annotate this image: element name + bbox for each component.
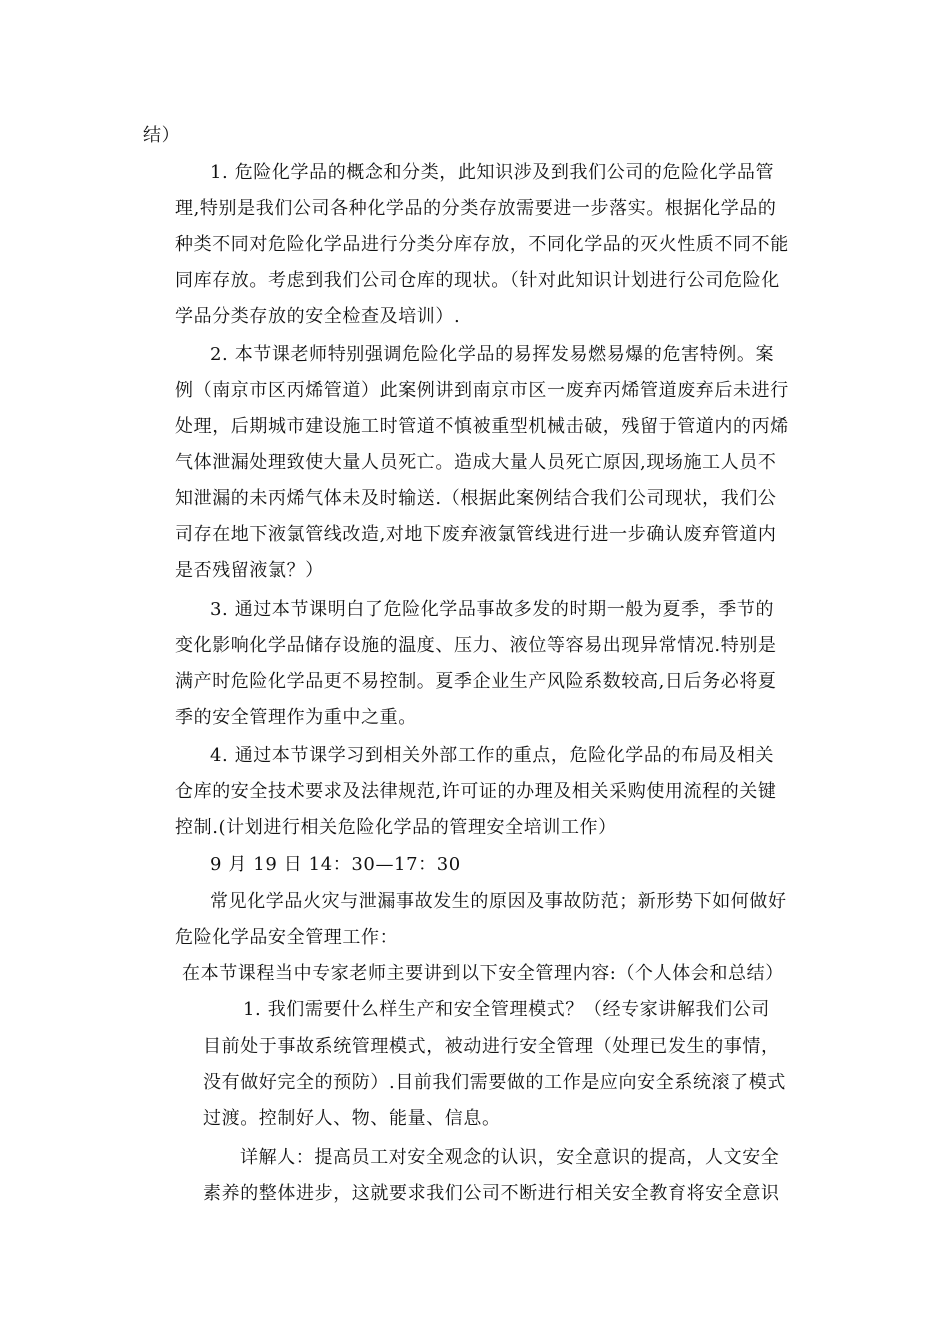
detail-paragraph: 详解人：提高员工对安全观念的认识，安全意识的提高，人文安全 xyxy=(240,1147,780,1168)
text-line: 处理，后期城市建设施工时管道不慎被重型机械击破，残留于管道内的丙烯 xyxy=(175,416,789,437)
text-line: 危险化学品安全管理工作： xyxy=(175,927,399,948)
text-line: 目前处于事故系统管理模式，被动进行安全管理（处理已发生的事情， xyxy=(203,1036,780,1057)
section-intro: 在本节课程当中专家老师主要讲到以下安全管理内容:（个人体会和总结） xyxy=(182,963,784,984)
text-line: 仓库的安全技术要求及法律规范,许可证的办理及相关采购使用流程的关键 xyxy=(175,781,777,802)
text-line: 季的安全管理作为重中之重。 xyxy=(175,707,417,728)
text-line: 知泄漏的未丙烯气体未及时输送.（根据此案例结合我们公司现状，我们公 xyxy=(175,488,777,509)
text-line: 种类不同对危险化学品进行分类分库存放，不同化学品的灭火性质不同不能 xyxy=(175,234,789,255)
text-line: 学品分类存放的安全检查及培训）. xyxy=(175,306,461,327)
numbered-item-1: 1. 危险化学品的概念和分类，此知识涉及到我们公司的危险化学品管 xyxy=(210,162,775,183)
text-line: 司存在地下液氯管线改造,对地下废弃液氯管线进行进一步确认废弃管道内 xyxy=(175,524,777,545)
session-topic: 常见化学品火灾与泄漏事故发生的原因及事故防范；新形势下如何做好 xyxy=(210,891,787,912)
text-line: 理,特别是我们公司各种化学品的分类存放需要进一步落实。根据化学品的 xyxy=(175,198,777,219)
text-line: 满产时危险化学品更不易控制。夏季企业生产风险系数较高,日后务必将夏 xyxy=(175,671,777,692)
numbered-item-3: 3. 通过本节课明白了危险化学品事故多发的时期一般为夏季，季节的 xyxy=(210,599,775,620)
text-line: 变化影响化学品储存设施的温度、压力、液位等容易出现异常情况.特别是 xyxy=(175,635,777,656)
text-line: 没有做好完全的预防）.目前我们需要做的工作是应向安全系统滚了模式 xyxy=(203,1072,786,1093)
session-time: 9 月 19 日 14：30—17：30 xyxy=(210,854,461,875)
text-line: 控制.(计划进行相关危险化学品的管理安全培训工作） xyxy=(175,817,617,838)
text-line: 过渡。控制好人、物、能量、信息。 xyxy=(203,1108,501,1129)
numbered-item-2: 2. 本节课老师特别强调危险化学品的易挥发易燃易爆的危害特例。案 xyxy=(210,344,775,365)
text-line: 气体泄漏处理致使大量人员死亡。造成大量人员死亡原因,现场施工人员不 xyxy=(175,452,777,473)
text-line: 素养的整体进步，这就要求我们公司不断进行相关安全教育将安全意识 xyxy=(203,1183,780,1204)
numbered-item-1b: 1. 我们需要什么样生产和安全管理模式？（经专家讲解我们公司 xyxy=(243,999,770,1020)
numbered-item-4: 4. 通过本节课学习到相关外部工作的重点，危险化学品的布局及相关 xyxy=(210,745,775,766)
text-line: 是否残留液氯？） xyxy=(175,560,324,581)
text-line: 结） xyxy=(143,125,181,146)
text-line: 同库存放。考虑到我们公司仓库的现状。（针对此知识计划进行公司危险化 xyxy=(175,270,780,291)
text-line: 例（南京市区丙烯管道）此案例讲到南京市区一废弃丙烯管道废弃后未进行 xyxy=(175,380,789,401)
